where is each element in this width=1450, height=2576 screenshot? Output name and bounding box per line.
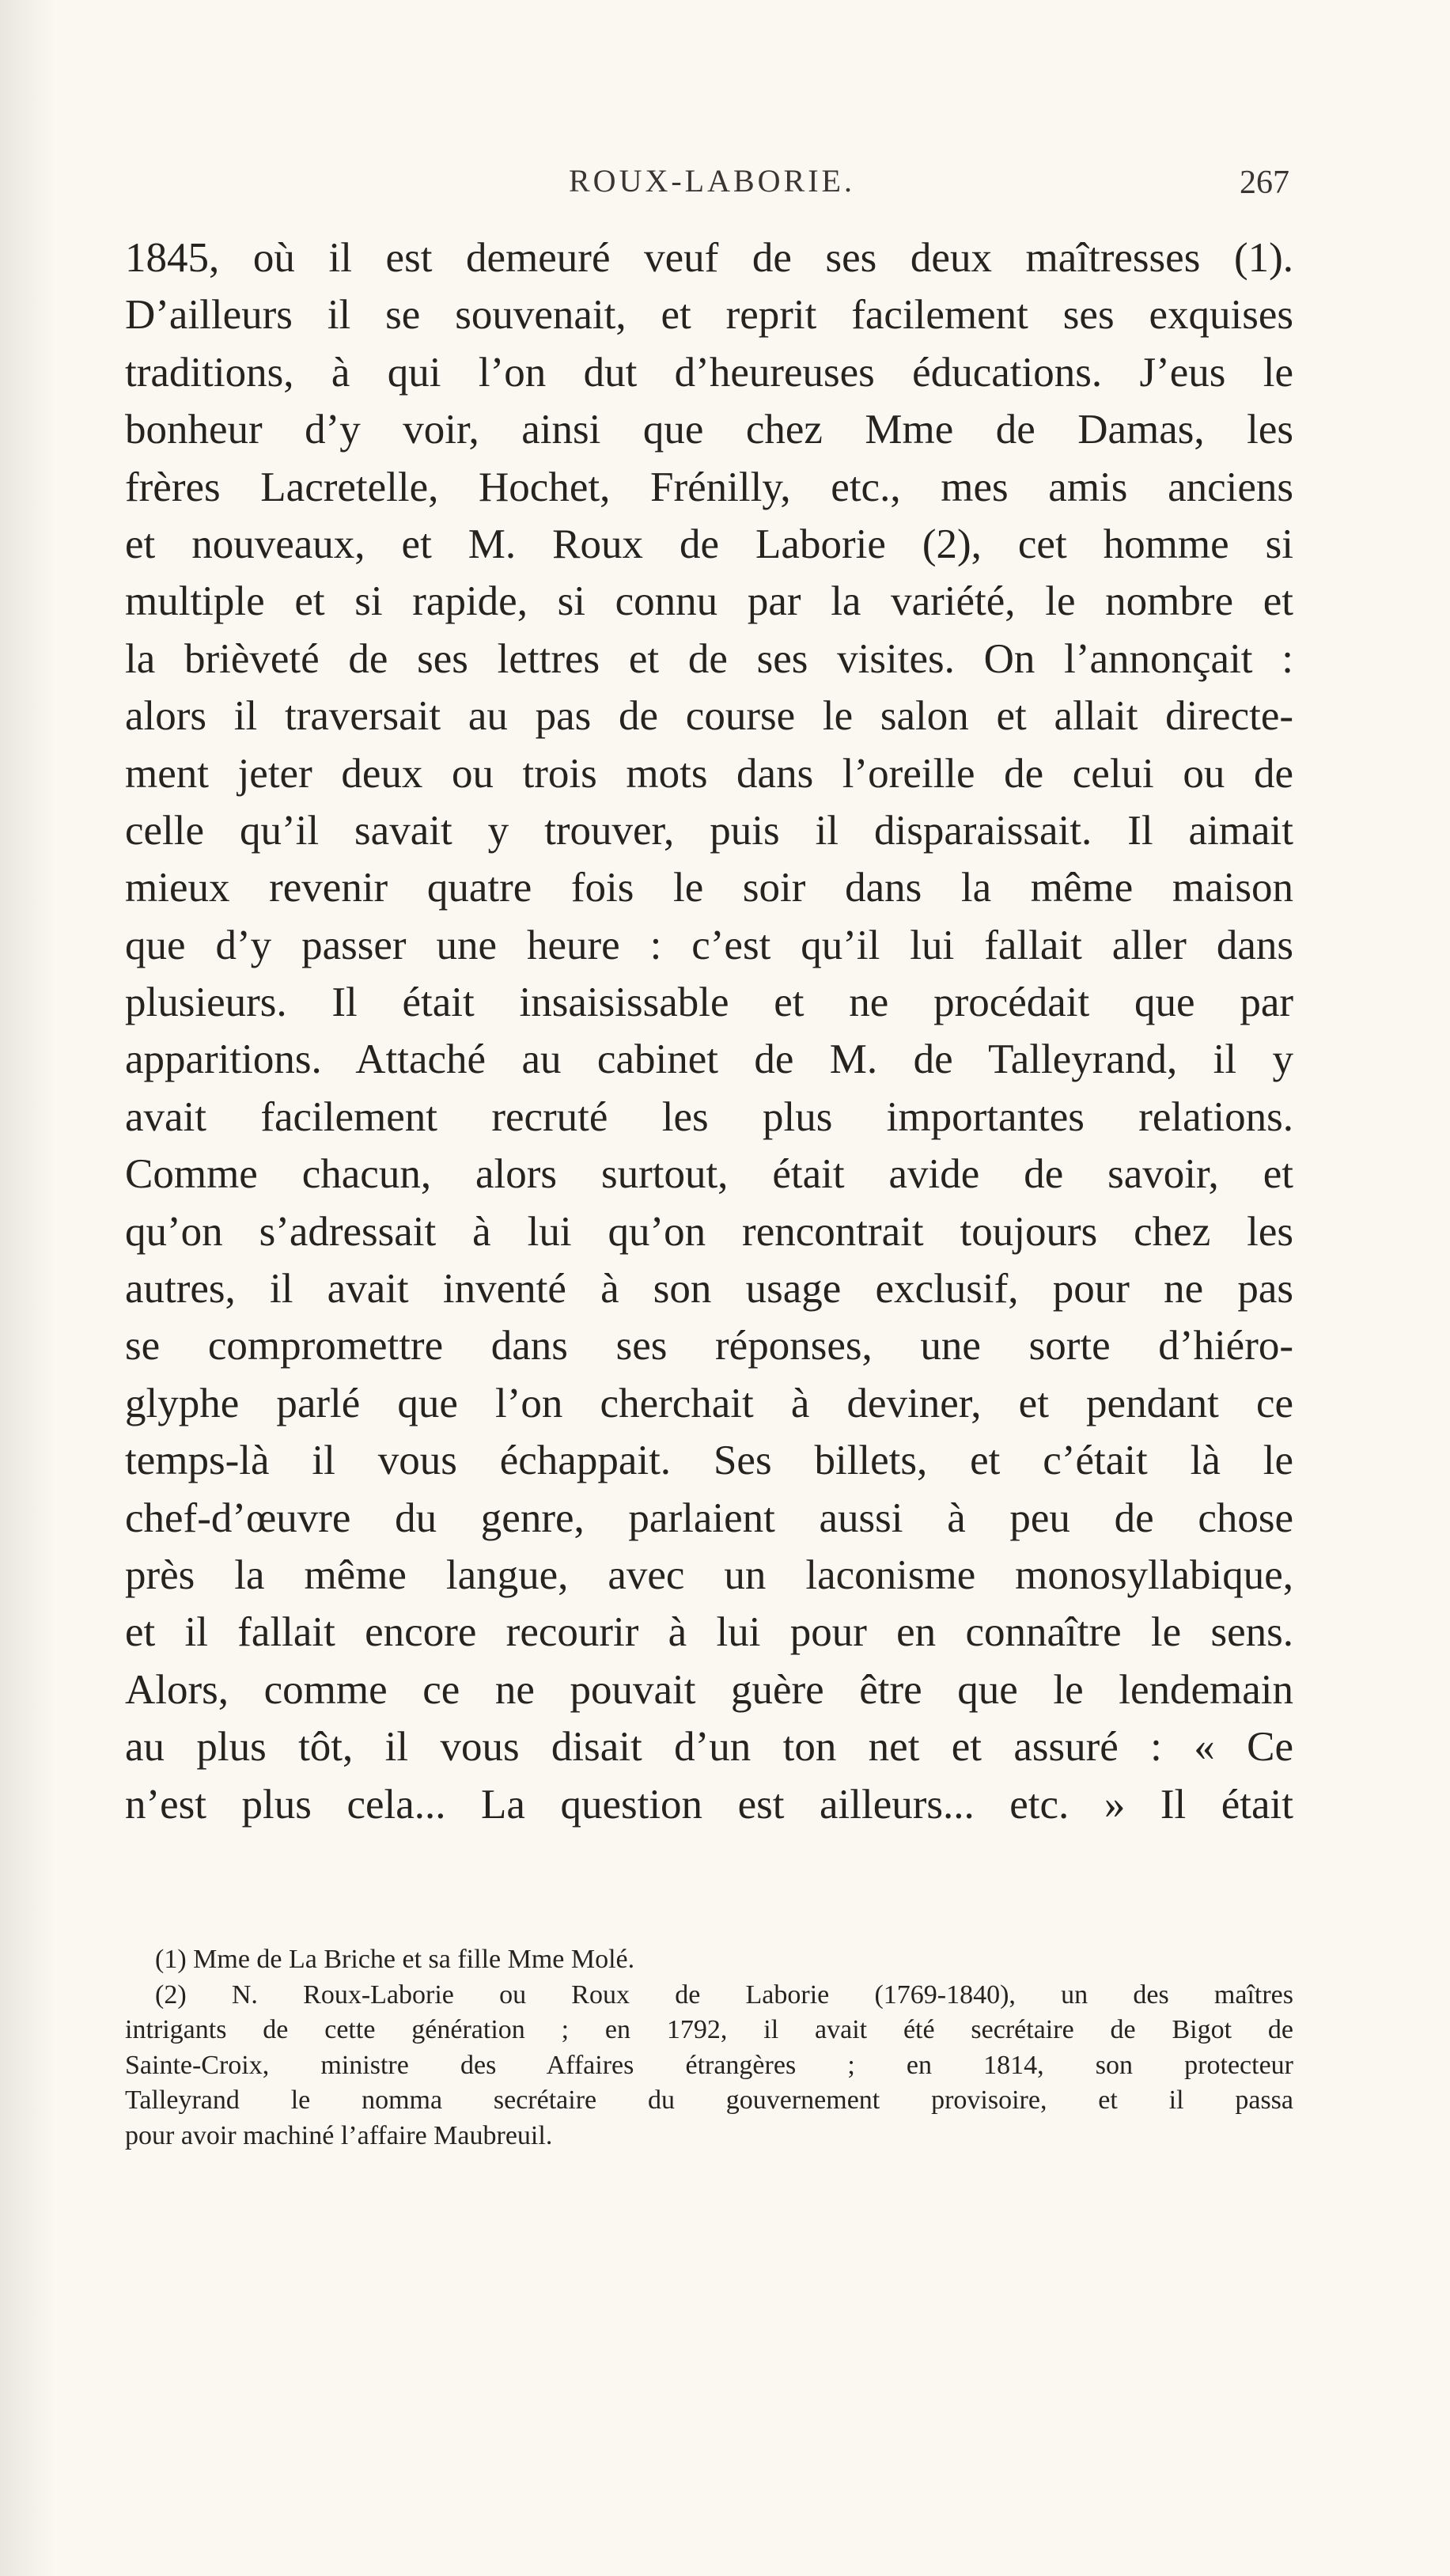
text-line: glyphe parlé que l’on cherchait à deviner, et pendant ce <box>125 1380 1293 1426</box>
footnote-line: Sainte-Croix, ministre des Affaires étrangères ; en 1814, son protecteur <box>125 2050 1293 2080</box>
text-line: bonheur d’y voir, ainsi que chez Mme de Damas, les <box>125 407 1293 453</box>
text-line: se compromettre dans ses réponses, une sorte d’hiéro- <box>125 1323 1293 1369</box>
running-head: ROUX-LABORIE. <box>569 163 855 199</box>
text-line: celle qu’il savait y trouver, puis il disparaissait. Il aimait <box>125 807 1293 854</box>
text-line: frères Lacretelle, Hochet, Frénilly, etc., mes amis anciens <box>125 464 1293 510</box>
text-line: Alors, comme ce ne pouvait guère être que le lendemain <box>125 1666 1293 1713</box>
page-header <box>134 162 1289 210</box>
text-line: avait facilement recruté les plus importantes relations. <box>125 1093 1293 1140</box>
body-text <box>125 229 1293 1833</box>
footnote-2: (2) N. Roux-Laborie ou Roux de Laborie (1769-1840), un des maîtres <box>155 1979 1293 2010</box>
text-line: que d’y passer une heure : c’est qu’il lui fallait aller dans <box>125 922 1293 968</box>
text-line: la brièveté de ses lettres et de ses visites. On l’annonçait : <box>125 635 1293 682</box>
page-number: 267 <box>1240 165 1289 201</box>
text-line: D’ailleurs il se souvenait, et reprit facilement ses exquises <box>125 292 1293 339</box>
text-line: n’est plus cela... La question est ailleurs... etc. » Il était <box>125 1781 1293 1828</box>
text-line: mieux revenir quatre fois le soir dans la même maison <box>125 865 1293 911</box>
text-line: alors il traversait au pas de course le salon et allait directe- <box>125 693 1293 740</box>
text-line: Comme chacun, alors surtout, était avide de savoir, et <box>125 1151 1293 1198</box>
text-line: temps-là il vous échappait. Ses billets, et c’était là le <box>125 1438 1293 1484</box>
footnote-line: pour avoir machiné l’affaire Maubreuil. <box>125 2120 553 2150</box>
text-line: apparitions. Attaché au cabinet de M. de Talleyrand, il y <box>125 1036 1293 1083</box>
text-line: chef-d’œuvre du genre, parlaient aussi à peu de chose <box>125 1494 1293 1541</box>
text-line: près la même langue, avec un laconisme monosyllabique, <box>125 1551 1293 1598</box>
text-line: et il fallait encore recourir à lui pour en connaître le sens. <box>125 1609 1293 1656</box>
text-line: qu’on s’adressait à lui qu’on rencontrait toujours chez les <box>125 1208 1293 1255</box>
text-line: autres, il avait inventé à son usage exclusif, pour ne pas <box>125 1266 1293 1313</box>
text-line: et nouveaux, et M. Roux de Laborie (2), cet homme si <box>125 521 1293 567</box>
footnote-line: Talleyrand le nomma secrétaire du gouvernement provisoire, et il passa <box>125 2085 1293 2115</box>
text-line: 1845, où il est demeuré veuf de ses deux maîtresses (1). <box>125 235 1293 281</box>
text-line: au plus tôt, il vous disait d’un ton net et assuré : « Ce <box>125 1724 1293 1771</box>
footnote-1: (1) Mme de La Briche et sa fille Mme Molé. <box>155 1945 635 1974</box>
text-line: traditions, à qui l’on dut d’heureuses éducations. J’eus le <box>125 349 1293 396</box>
footnotes <box>125 1942 1293 2154</box>
text-line: multiple et si rapide, si connu par la variété, le nombre et <box>125 578 1293 625</box>
page-gutter-shadow <box>0 0 55 2576</box>
text-line: plusieurs. Il était insaisissable et ne procédait que par <box>125 979 1293 1026</box>
text-line: ment jeter deux ou trois mots dans l’oreille de celui ou de <box>125 750 1293 797</box>
footnote-line: intrigants de cette génération ; en 1792, il avait été secrétaire de Bigot de <box>125 2015 1293 2044</box>
